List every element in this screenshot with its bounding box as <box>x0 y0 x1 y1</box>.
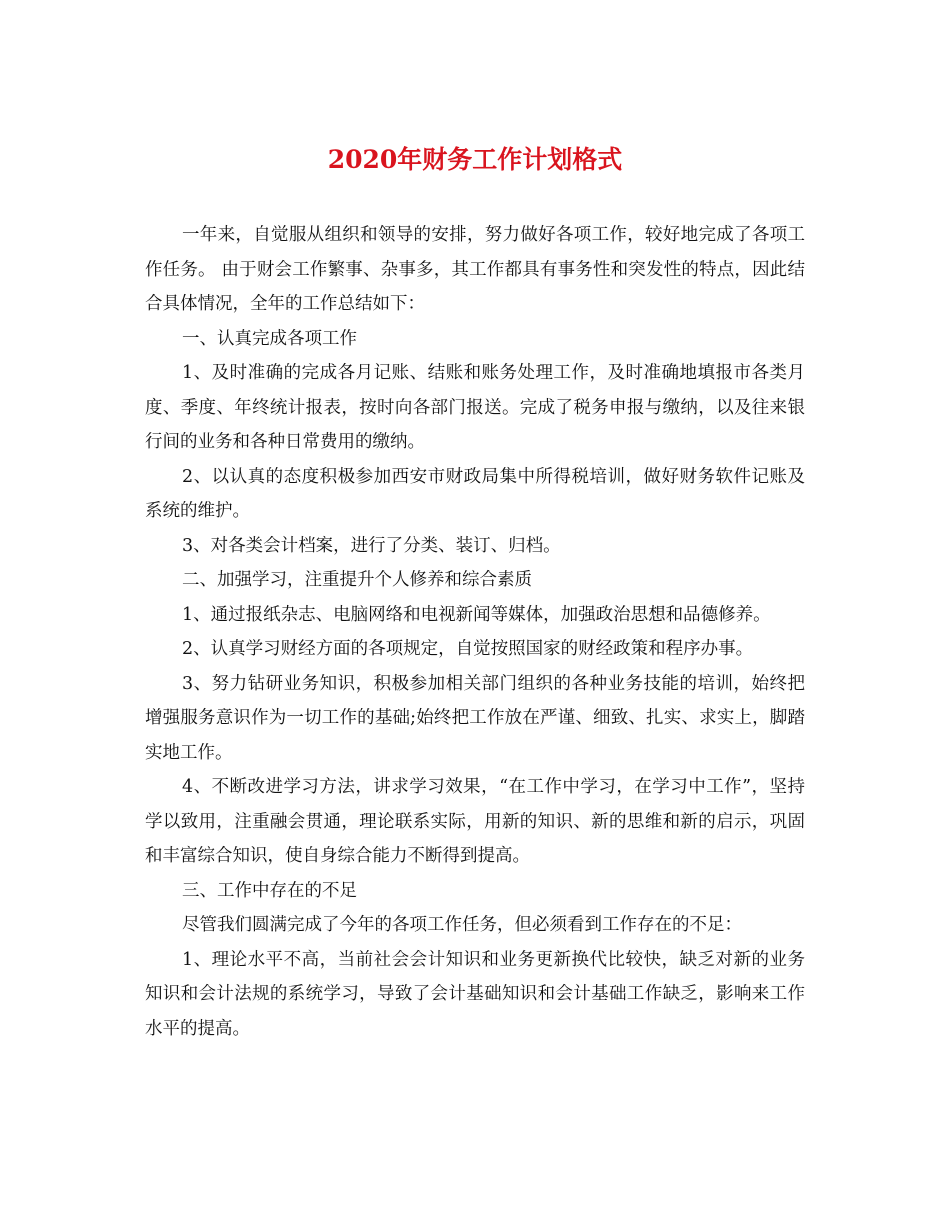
paragraph-2-2: 2、认真学习财经方面的各项规定，自觉按照国家的财经政策和程序办事。 <box>182 639 754 659</box>
paragraph-3-1: 1、理论水平不高，当前社会会计知识和业务更新换代比较快，缺乏对新的业务知识和会计法规的系统学习，导致了会计基础知识和会计基础工作缺乏，影响来工作水平的提高。 <box>145 949 805 1039</box>
document-title: 2020年财务工作计划格式 <box>327 145 623 174</box>
paragraph-3-intro: 尽管我们圆满完成了今年的各项工作任务，但必须看到工作存在的不足： <box>182 915 742 935</box>
paragraph-1-3: 3、对各类会计档案，进行了分类、装订、归档。 <box>182 535 561 556</box>
section-heading-1: 一、认真完成各项工作 <box>182 328 357 349</box>
paragraph-2-1: 1、通过报纸杂志、电脑网络和电视新闻等媒体，加强政治思想和品德修养。 <box>182 604 771 625</box>
section-heading-2: 二、加强学习，注重提升个人修养和综合素质 <box>182 570 532 590</box>
paragraph-1-2: 2、以认真的态度积极参加西安市财政局集中所得税培训，做好财务软件记账及系统的维护。 <box>145 466 805 521</box>
paragraph-2-4: 4、不断改进学习方法，讲求学习效果，“在工作中学习，在学习中工作”，坚持学以致用，注重融会贯通，理论联系实际，用新的知识、新的思维和新的启示，巩固和丰富综合知识，使自身综合能力不断得到提高。 <box>145 777 805 866</box>
paragraph-1-1: 1、及时准确的完成各月记账、结账和账务处理工作，及时准确地填报市各类月度、季度、年终统计报表，按时向各部门报送。完成了税务申报与缴纳，以及往来银行间的业务和各种日常费用的缴纳。 <box>145 363 805 452</box>
paragraph-2-3: 3、努力钻研业务知识，积极参加相关部门组织的各种业务技能的培训，始终把增强服务意识作为一切工作的基础;始终把工作放在严谨、细致、扎实、求实上，脚踏实地工作。 <box>145 673 805 763</box>
document-body <box>145 218 805 1046</box>
section-heading-3: 三、工作中存在的不足 <box>182 880 357 901</box>
paragraph-intro: 一年来，自觉服从组织和领导的安排，努力做好各项工作，较好地完成了各项工作任务。 由于财会工作繁事、杂事多，其工作都具有事务性和突发性的特点，因此结合具体情况，全年的工作总结如下： <box>145 225 805 314</box>
